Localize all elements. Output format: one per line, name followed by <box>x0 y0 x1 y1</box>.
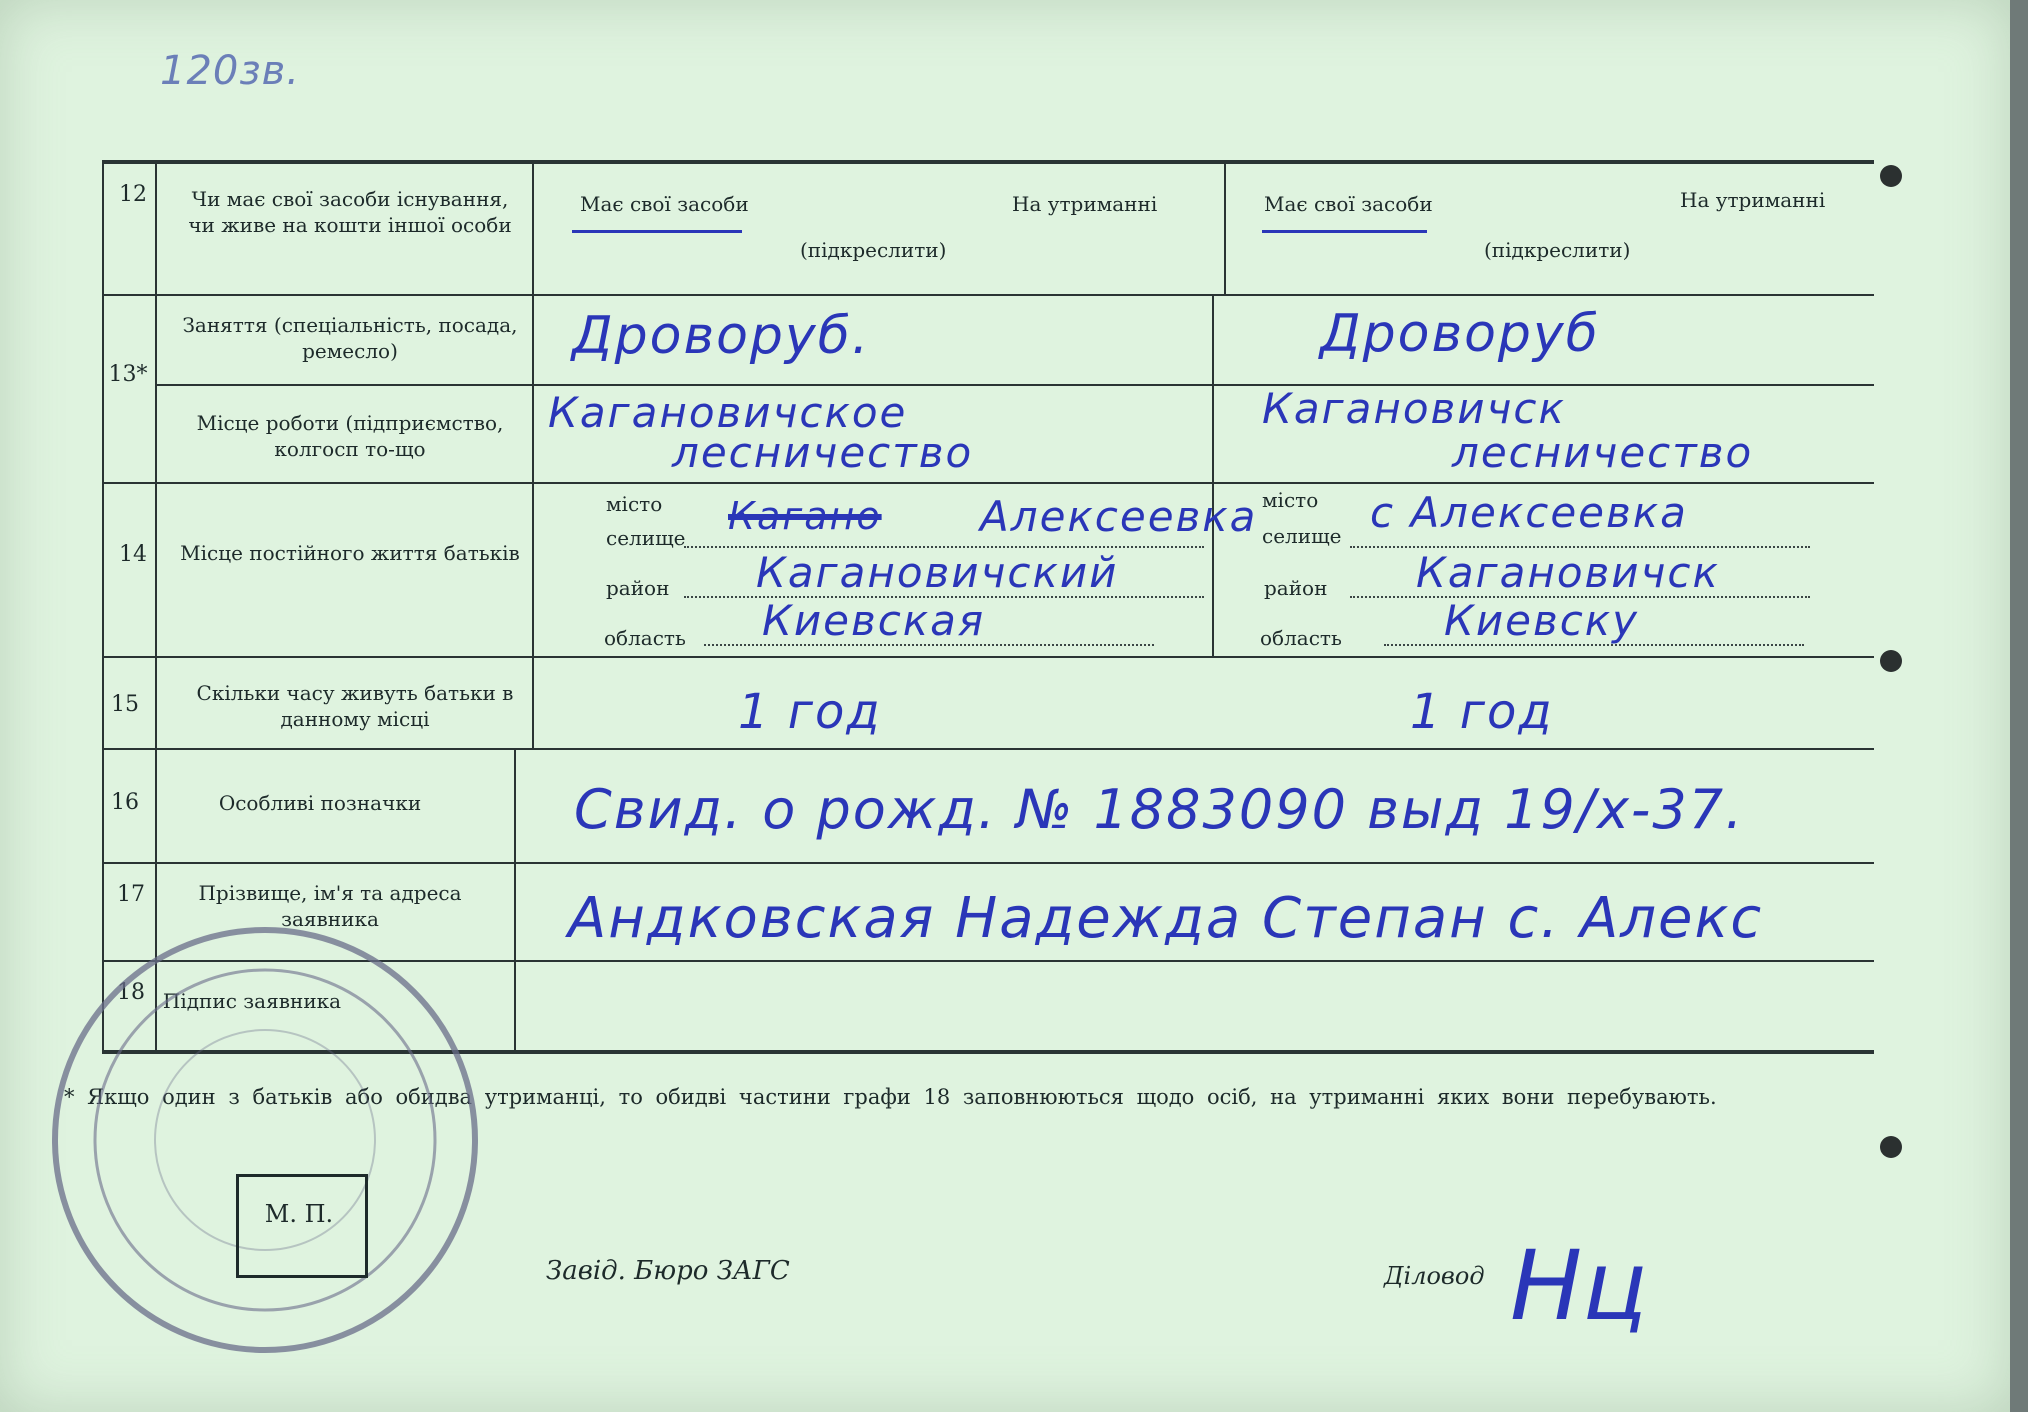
father-occupation: Дроворуб. <box>572 306 871 366</box>
father-city-struck: Кагано <box>728 494 882 538</box>
row-number: 17 <box>117 882 145 907</box>
option-dependent: На утриманні <box>1680 188 1826 212</box>
mother-village: с Алексеевка <box>1370 488 1688 537</box>
father-village: Алексеевка <box>980 492 1258 541</box>
label-workplace: Місце роботи (підприємство, колгосп то-що <box>196 411 504 461</box>
field-label-village: селище <box>1262 524 1342 548</box>
mother-region: Киевску <box>1444 596 1640 645</box>
mother-duration: 1 год <box>1410 684 1554 740</box>
footnote: * Якщо один з батьків або обидва утриманці, то обидві частини графи 18 заповнюються щодо осіб, на утриманні яких вони перебувають. <box>64 1085 1717 1109</box>
label-applicant: Прізвище, ім'я та адреса заявника <box>198 881 462 931</box>
row-number: 16 <box>111 790 139 815</box>
mother-district: Кагановичск <box>1416 548 1720 597</box>
label-duration: Скільки часу живуть батьки в данному місці <box>196 681 514 731</box>
row-number: 12 <box>119 182 147 207</box>
label-residence: Місце постійного життя батьків <box>180 541 520 565</box>
underline-mark <box>572 230 742 233</box>
row-number: 15 <box>111 692 139 717</box>
clerk-signature: Нц <box>1510 1230 1648 1342</box>
option-own-means: Має свої засоби <box>580 192 749 216</box>
head-label: Завід. Бюро ЗАГС <box>546 1256 790 1286</box>
applicant-value: Андковская Надежда Степан с. Алекс <box>568 886 1764 951</box>
field-label-city: місто <box>1262 488 1319 512</box>
mother-workplace-line2: лесничество <box>1452 428 1754 477</box>
underline-mark <box>1262 230 1427 233</box>
row-number: 14 <box>119 542 147 567</box>
field-label-district: район <box>606 576 670 600</box>
father-workplace-line1: Кагановичское <box>548 388 908 437</box>
row-number: 13* <box>108 362 148 387</box>
mother-occupation: Дроворуб <box>1320 304 1600 364</box>
stamp-box-label: М. П. <box>264 1200 334 1228</box>
option-dependent: На утриманні <box>1012 192 1158 216</box>
label-occupation: Заняття (спеціальність, посада, ремесло) <box>182 313 518 363</box>
hint-underline: (підкреслити) <box>800 238 947 262</box>
clerk-label: Діловод <box>1384 1262 1485 1290</box>
field-label-city: місто <box>606 492 663 516</box>
option-own-means: Має свої засоби <box>1264 192 1433 216</box>
mother-workplace-line1: Кагановичск <box>1262 384 1566 433</box>
label-applicant-signature: Підпис заявника <box>162 989 342 1013</box>
official-seal <box>10 890 520 1390</box>
corner-note: 120зв. <box>160 48 300 94</box>
punch-hole <box>1880 1136 1902 1158</box>
special-marks-value: Свид. о рожд. № 1883090 выд 19/х-37. <box>574 778 1745 841</box>
field-label-village: селище <box>606 526 686 550</box>
row-number: 18 <box>117 980 145 1005</box>
field-label-district: район <box>1264 576 1328 600</box>
hint-underline: (підкреслити) <box>1484 238 1631 262</box>
field-label-region: область <box>604 626 686 650</box>
father-district: Кагановичский <box>756 548 1119 597</box>
punch-hole <box>1880 165 1902 187</box>
father-region: Киевская <box>762 596 986 645</box>
field-label-region: область <box>1260 626 1342 650</box>
label-special-marks: Особливі позначки <box>218 791 422 815</box>
label-means-of-living: Чи має свої засоби існування, чи живе на кошти іншої особи <box>188 187 512 237</box>
father-duration: 1 год <box>738 684 882 740</box>
father-workplace-line2: лесничество <box>672 428 974 477</box>
punch-hole <box>1880 650 1902 672</box>
